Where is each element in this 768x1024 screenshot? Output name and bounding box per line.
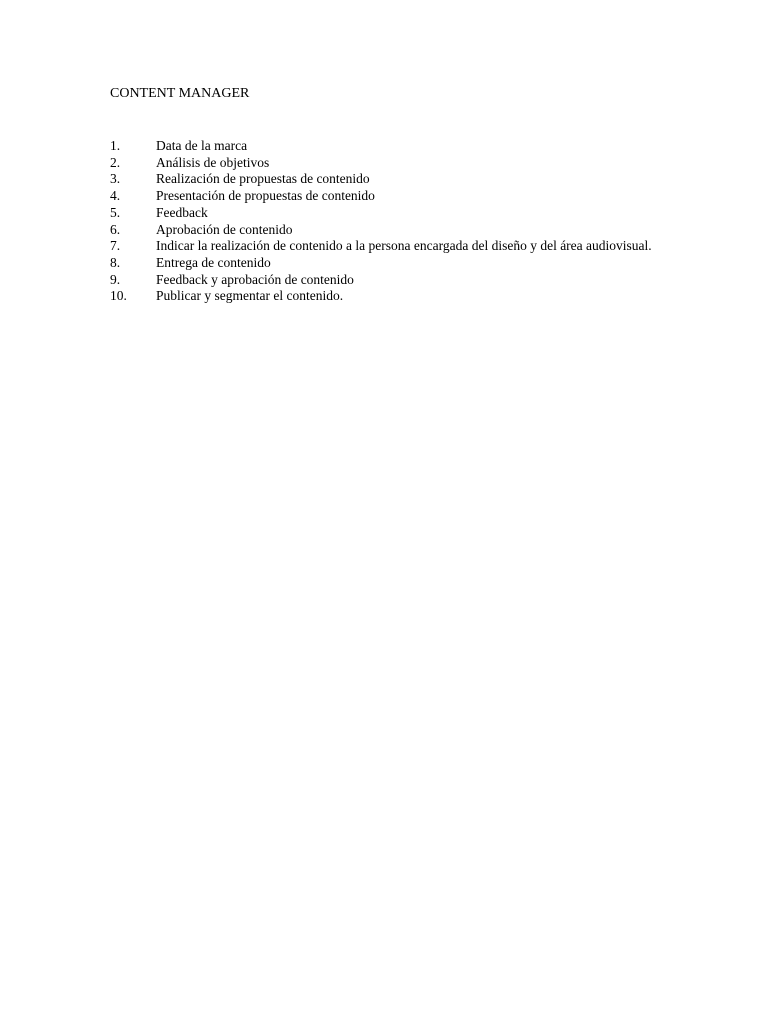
list-item <box>110 271 656 289</box>
list-item-number: 5. <box>110 204 121 220</box>
list-item <box>110 254 656 272</box>
list-item <box>110 171 656 188</box>
list-item <box>110 154 656 172</box>
list-item-text: Realización de propuestas de contenido <box>156 171 370 187</box>
list-item <box>110 238 656 255</box>
list-item-number: 2. <box>110 154 121 170</box>
list-item-number: 7. <box>110 238 121 254</box>
list-item-number: 10. <box>110 288 127 304</box>
list-item-number: 9. <box>110 271 121 287</box>
list-item-text: Publicar y segmentar el contenido. <box>156 288 344 304</box>
list-item <box>110 188 656 205</box>
list-item-text: Presentación de propuestas de contenido <box>156 188 375 204</box>
list-item <box>110 221 656 239</box>
list-item-number: 4. <box>110 188 121 204</box>
document-title: CONTENT MANAGER <box>110 86 250 101</box>
steps-list <box>110 138 656 305</box>
list-item-number: 1. <box>110 138 121 153</box>
list-item-number: 3. <box>110 171 121 187</box>
list-item-number: 6. <box>110 221 121 237</box>
list-item <box>110 288 656 305</box>
list-item <box>110 204 656 222</box>
list-item-text: Análisis de objetivos <box>156 154 270 170</box>
list-item-text: Aprobación de contenido <box>156 221 293 237</box>
list-item-text: Entrega de contenido <box>156 254 271 270</box>
list-item-text: Feedback y aprobación de contenido <box>156 271 354 287</box>
list-item-text: Data de la marca <box>156 138 248 153</box>
list-item-number: 8. <box>110 254 121 270</box>
list-item-text: Feedback <box>156 204 208 220</box>
list-item-text: Indicar la realización de contenido a la persona encargada del diseño y del área audiovisual. <box>156 238 652 254</box>
list-item <box>110 138 656 155</box>
